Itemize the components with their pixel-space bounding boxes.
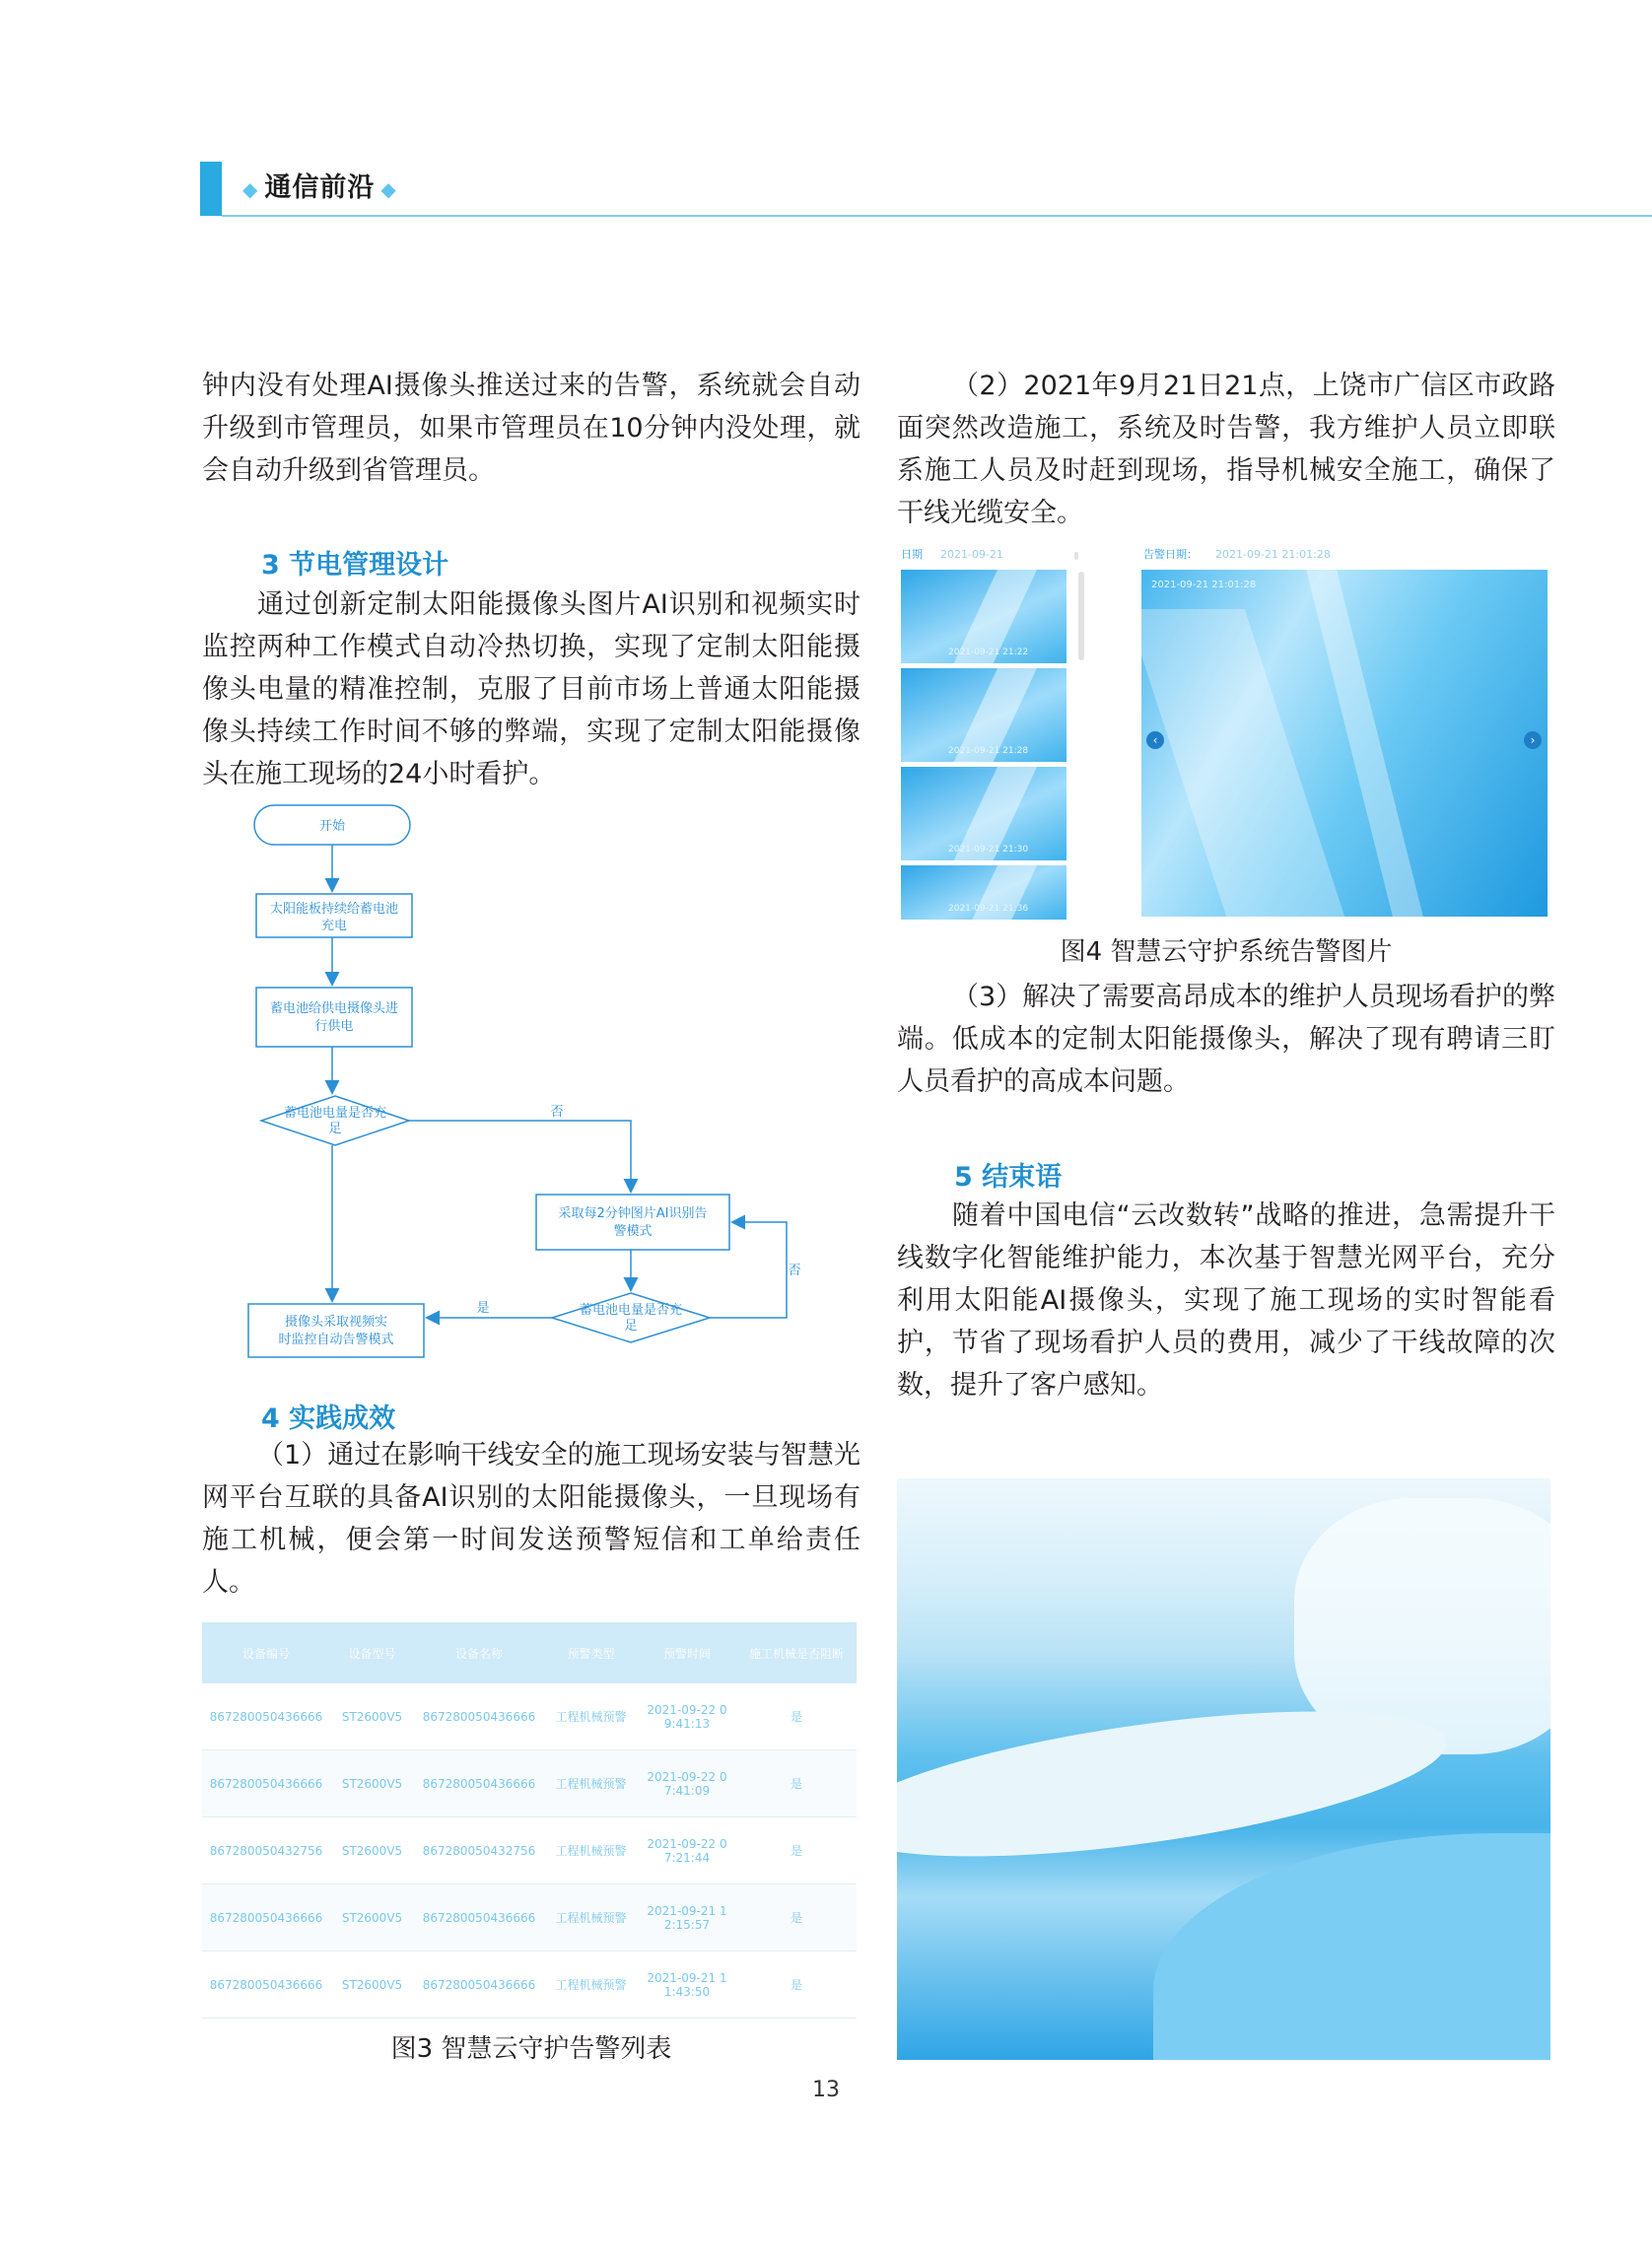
flow-step-charge-line2: 充电 [320, 919, 348, 933]
table-cell: 2021-09-22 07:41:09 [638, 1750, 736, 1817]
main-view-time: 2021-09-21 21:01:28 [1151, 580, 1257, 590]
table-cell: 867280050436666 [202, 1750, 330, 1817]
column-header: 预警时间 [638, 1622, 736, 1683]
column-header: 设备型号 [330, 1622, 414, 1683]
table-cell: ST2600V5 [330, 1884, 414, 1951]
section-3-heading: 3 节电管理设计 [261, 550, 449, 581]
column-header: 施工机械是否阻断 [736, 1622, 857, 1683]
table-cell: 工程机械预警 [544, 1683, 638, 1750]
thumbnail-time: 2021-09-21 21:22 [948, 648, 1029, 657]
table-cell: ST2600V5 [330, 1817, 414, 1884]
section-4-paragraph: （1）通过在影响干线安全的施工现场安装与智慧光网平台互联的具备AI识别的太阳能摄像头，一旦现场有施工机械，便会第一时间发送预警短信和工单给责任人。 [202, 1440, 860, 1598]
date-label: 日期 [901, 548, 923, 561]
alarm-date-value: 2021-09-21 21:01:28 [1215, 548, 1331, 561]
table-row [202, 1683, 857, 1750]
alarm-date-display [1143, 546, 1331, 562]
table-cell: 是 [736, 1683, 857, 1750]
section-header [237, 166, 403, 204]
flow-step-ai-line1: 采取每2分钟图片AI识别告 [558, 1206, 708, 1221]
flow-decision-2-line2: 足 [624, 1319, 638, 1334]
flow-decision-2 [552, 1293, 710, 1342]
alarm-thumbnail[interactable] [901, 767, 1067, 860]
flow-step-power-supply [256, 988, 412, 1047]
table-cell: 工程机械预警 [544, 1817, 638, 1884]
header-title-text: 通信前沿 [264, 172, 376, 203]
table-cell: 867280050432756 [202, 1817, 330, 1884]
alarm-date-label: 告警日期： [1143, 548, 1198, 561]
flow-step-video-line2: 时监控自动告警模式 [278, 1333, 394, 1347]
date-filter [901, 546, 1003, 562]
figure-4-caption: 图4 智慧云守护系统告警图片 [1060, 937, 1393, 967]
table-cell: 2021-09-21 12:15:57 [638, 1884, 736, 1951]
table-cell: 867280050436666 [414, 1884, 544, 1951]
section-3-paragraph: 通过创新定制太阳能摄像头图片AI识别和视频实时监控两种工作模式自动冷热切换，实现了定制太阳能摄像头电量的精准控制，克服了目前市场上普通太阳能摄像头持续工作时间不够的弊端，实现了定制太阳能摄像头在施工现场的24小时看护。 [202, 589, 860, 789]
main-alarm-view [1141, 570, 1548, 917]
page-number: 13 [812, 2078, 840, 2102]
table-row [202, 1951, 857, 2019]
item-2-paragraph: （2）2021年9月21日21点，上饶市广信区市政路面突然改造施工，系统及时告警，我方维护人员立即联系施工人员及时赶到现场，指导机械安全施工，确保了干线光缆安全。 [897, 371, 1555, 528]
table-cell: 867280050436666 [202, 1884, 330, 1951]
section-5-paragraph: 随着中国电信“云改数转”战略的推进，急需提升干线数字化智能维护能力，本次基于智慧光网平台，充分利用太阳能AI摄像头，实现了施工现场的实时智能看护，节省了现场看护人员的费用，减少了干线故障的次数，提升了客户感知。 [897, 1200, 1555, 1401]
flow-decision-2-line1: 蓄电池电量是否充 [579, 1303, 683, 1318]
table-cell: 867280050436666 [414, 1750, 544, 1817]
alarm-list-table [202, 1622, 857, 2019]
table-cell: 工程机械预警 [544, 1884, 638, 1951]
column-header: 设备编号 [202, 1622, 330, 1683]
flow-label-no-2: 否 [788, 1264, 801, 1278]
flow-decision-1-line2: 足 [328, 1122, 342, 1136]
thumbnail-time: 2021-09-21 21:36 [948, 904, 1029, 914]
table-cell: 工程机械预警 [544, 1750, 638, 1817]
thumbnail-time: 2021-09-21 21:30 [948, 845, 1029, 855]
diamond-icon: ◆ [380, 177, 397, 201]
prev-image-button[interactable]: ‹ [1146, 731, 1164, 749]
scroll-up-indicator[interactable] [1074, 552, 1078, 560]
table-cell: 867280050432756 [414, 1817, 544, 1884]
flow-label-yes: 是 [476, 1301, 490, 1316]
flow-step-supply-line2: 行供电 [314, 1019, 354, 1034]
table-cell: 2021-09-22 09:41:13 [638, 1683, 736, 1750]
flow-step-video-line1: 摄像头采取视频实 [284, 1315, 388, 1330]
table-cell: 2021-09-21 11:43:50 [638, 1951, 736, 2019]
thumbnail-time: 2021-09-21 21:28 [948, 746, 1029, 756]
table-cell: 867280050436666 [414, 1683, 544, 1750]
table-header-row [202, 1622, 857, 1683]
figure-4-alarm-image [897, 542, 1557, 922]
decorative-seascape-photo [897, 1478, 1550, 2060]
next-image-button[interactable]: › [1524, 731, 1542, 749]
alarm-thumbnail[interactable] [901, 865, 1067, 920]
alarm-thumbnail[interactable] [901, 668, 1067, 762]
column-header: 预警类型 [544, 1622, 638, 1683]
table-cell: 867280050436666 [202, 1683, 330, 1750]
section-5-heading: 5 结束语 [954, 1162, 1063, 1193]
table-cell: 是 [736, 1817, 857, 1884]
table-cell: ST2600V5 [330, 1683, 414, 1750]
table-row [202, 1884, 857, 1951]
flow-step-video-mode [248, 1304, 424, 1357]
table-row [202, 1750, 857, 1817]
column-header: 设备名称 [414, 1622, 544, 1683]
figure-3-caption: 图3 智慧云守护告警列表 [390, 2034, 672, 2064]
diamond-icon: ◆ [242, 177, 259, 201]
table-cell: 是 [736, 1750, 857, 1817]
table-cell: 工程机械预警 [544, 1951, 638, 2019]
date-value: 2021-09-21 [940, 548, 1003, 561]
flow-label-no: 否 [550, 1105, 564, 1120]
flow-step-ai-line2: 警模式 [613, 1224, 653, 1239]
flow-step-charge-line1: 太阳能板持续给蓄电池 [269, 902, 399, 917]
flow-decision-1-line1: 蓄电池电量是否充 [283, 1106, 387, 1121]
section-4-heading: 4 实践成效 [261, 1403, 396, 1434]
item-3-paragraph: （3）解决了需要高昂成本的维护人员现场看护的弊端。低成本的定制太阳能摄像头，解决了现有聘请三盯人员看护的高成本问题。 [897, 982, 1555, 1097]
header-accent-bar [200, 162, 222, 216]
flow-step-ai-mode [536, 1195, 729, 1250]
table-cell: 是 [736, 1951, 857, 2019]
flow-start-label: 开始 [318, 819, 346, 834]
header-divider [222, 215, 1652, 217]
table-cell: ST2600V5 [330, 1750, 414, 1817]
power-management-flowchart [237, 803, 828, 1395]
table-row [202, 1817, 857, 1884]
flow-step-supply-line1: 蓄电池给供电摄像头进 [269, 1001, 399, 1016]
intro-paragraph: 钟内没有处理AI摄像头推送过来的告警，系统就会自动升级到市管理员，如果市管理员在10分钟内没处理，就会自动升级到省管理员。 [202, 371, 860, 486]
alarm-thumbnail[interactable] [901, 570, 1067, 663]
table-cell: 是 [736, 1884, 857, 1951]
flow-decision-1 [261, 1096, 409, 1145]
table-cell: 867280050436666 [202, 1951, 330, 2019]
table-cell: 2021-09-22 07:21:44 [638, 1817, 736, 1884]
table-cell: ST2600V5 [330, 1951, 414, 2019]
table-cell: 867280050436666 [414, 1951, 544, 2019]
thumbnail-scrollbar[interactable] [1078, 572, 1084, 660]
